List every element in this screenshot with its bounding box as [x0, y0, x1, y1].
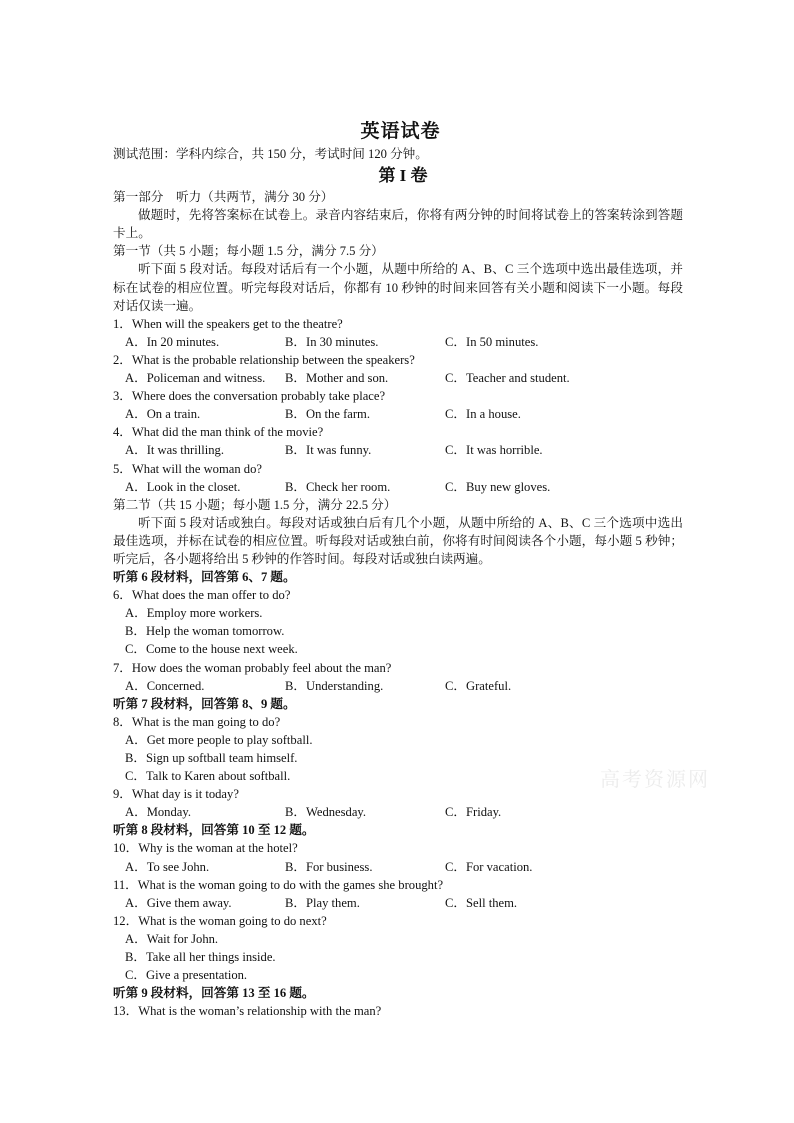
material-6-heading: 听第 6 段材料，回答第 6、7 题。 — [113, 570, 296, 585]
option-c: C．Come to the house next week. — [125, 642, 298, 657]
option-c: C．Teacher and student. — [445, 371, 570, 386]
question-5: 5．What will the woman do? — [113, 461, 262, 476]
section1-intro: 听下面 5 段对话。每段对话后有一个小题，从题中所给的 A、B、C 三个选项中选出最佳选项，并标在试卷的相应位置。听完每段对话后，你都有 10 秒钟的时间来回答有关小题和阅读下一小题。每段对话仅读一遍。 — [113, 262, 683, 313]
question-7-options — [113, 677, 683, 695]
option-b: B．On the farm. — [285, 407, 370, 422]
section1-heading: 第一节（共 5 小题；每小题 1.5 分，满分 7.5 分） — [113, 244, 384, 259]
option-a: A．Look in the closet. — [125, 479, 241, 494]
option-a: A．It was thrilling. — [125, 443, 224, 458]
material-9-heading: 听第 9 段材料，回答第 13 至 16 题。 — [113, 986, 315, 1001]
question-12: 12．What is the woman going to do next? — [113, 913, 327, 928]
option-b: B．For business. — [285, 859, 373, 874]
part1-heading: 第一部分 听力（共两节，满分 30 分） — [113, 190, 334, 205]
option-c: C．It was horrible. — [445, 443, 543, 458]
option-b: B．It was funny. — [285, 443, 372, 458]
option-c: C．In 50 minutes. — [445, 334, 539, 349]
question-3: 3．Where does the conversation probably take place? — [113, 389, 386, 404]
question-13: 13．What is the woman’s relationship with the man? — [113, 1004, 382, 1019]
question-8: 8．What is the man going to do? — [113, 714, 281, 729]
option-c: C．Grateful. — [445, 678, 512, 693]
option-c: C．In a house. — [445, 407, 521, 422]
option-c: C．Friday. — [445, 805, 502, 820]
option-b: B．In 30 minutes. — [285, 334, 379, 349]
option-a: A．On a train. — [125, 407, 201, 422]
option-c: C．For vacation. — [445, 859, 533, 874]
option-a: A．Get more people to play softball. — [125, 732, 313, 747]
question-5-options — [113, 478, 683, 496]
option-a: A．To see John. — [125, 859, 210, 874]
option-a: A．Concerned. — [125, 678, 205, 693]
question-10-options — [113, 858, 683, 876]
question-10: 10．Why is the woman at the hotel? — [113, 841, 298, 856]
question-6: 6．What does the man offer to do? — [113, 588, 291, 603]
question-1-options — [113, 333, 683, 351]
option-a: A．In 20 minutes. — [125, 334, 220, 349]
question-1: 1．When will the speakers get to the theatre? — [113, 316, 343, 331]
option-b: B．Take all her things inside. — [125, 950, 276, 965]
option-c: C．Talk to Karen about softball. — [125, 769, 291, 784]
page-title: 英语试卷 — [360, 121, 441, 142]
question-2: 2．What is the probable relationship between the speakers? — [113, 352, 415, 367]
question-7: 7．How does the woman probably feel about the man? — [113, 660, 392, 675]
option-c: C．Sell them. — [445, 895, 518, 910]
exam-page — [113, 118, 683, 1020]
question-4-options — [113, 441, 683, 459]
option-b: B．Check her room. — [285, 479, 391, 494]
option-b: B．Sign up softball team himself. — [125, 751, 298, 765]
option-a: A．Wait for John. — [125, 931, 219, 946]
question-9: 9．What day is it today? — [113, 787, 239, 802]
material-7-heading: 听第 7 段材料，回答第 8、9 题。 — [113, 696, 296, 711]
question-11-options — [113, 894, 683, 912]
option-a: A．Employ more workers. — [125, 606, 263, 621]
option-b: B．Help the woman tomorrow. — [125, 624, 285, 639]
question-3-options — [113, 405, 683, 423]
option-a: A．Give them away. — [125, 895, 232, 910]
option-a: A．Policeman and witness. — [125, 371, 266, 386]
watermark: 高考资源网 — [600, 767, 710, 791]
section2-heading: 第二节（共 15 小题；每小题 1.5 分，满分 22.5 分） — [113, 497, 397, 512]
option-c: C．Give a presentation. — [125, 968, 248, 983]
material-8-heading: 听第 8 段材料，回答第 10 至 12 题。 — [113, 823, 315, 838]
part1-intro: 做题时，先将答案标在试卷上。录音内容结束后，你将有两分钟的时间将试卷上的答案转涂到答题卡上。 — [113, 208, 683, 241]
option-b: B．Mother and son. — [285, 371, 389, 386]
question-2-options — [113, 369, 683, 387]
option-b: B．Wednesday. — [285, 805, 367, 820]
section2-intro: 听下面 5 段对话或独白。每段对话或独白后有几个小题，从题中所给的 A、B、C 三个选项中选出最佳选项，并标在试卷的相应位置。听每段对话或独白前，你将有时间阅读各个小题，每小题 5 秒钟；听完后，各小题将给出 5 秒钟的作答时间。每段对话或独白读两遍。 — [113, 515, 683, 566]
option-b: B．Play them. — [285, 895, 360, 910]
question-9-options — [113, 803, 683, 821]
volume-heading: 第 I 卷 — [378, 166, 428, 186]
option-c: C．Buy new gloves. — [445, 479, 551, 494]
test-scope: 测试范围：学科内综合，共 150 分，考试时间 120 分钟。 — [113, 147, 428, 161]
option-b: B．Understanding. — [285, 678, 384, 693]
option-a: A．Monday. — [125, 805, 191, 820]
question-4: 4．What did the man think of the movie? — [113, 425, 324, 440]
question-11: 11．What is the woman going to do with the games she brought? — [113, 877, 444, 892]
